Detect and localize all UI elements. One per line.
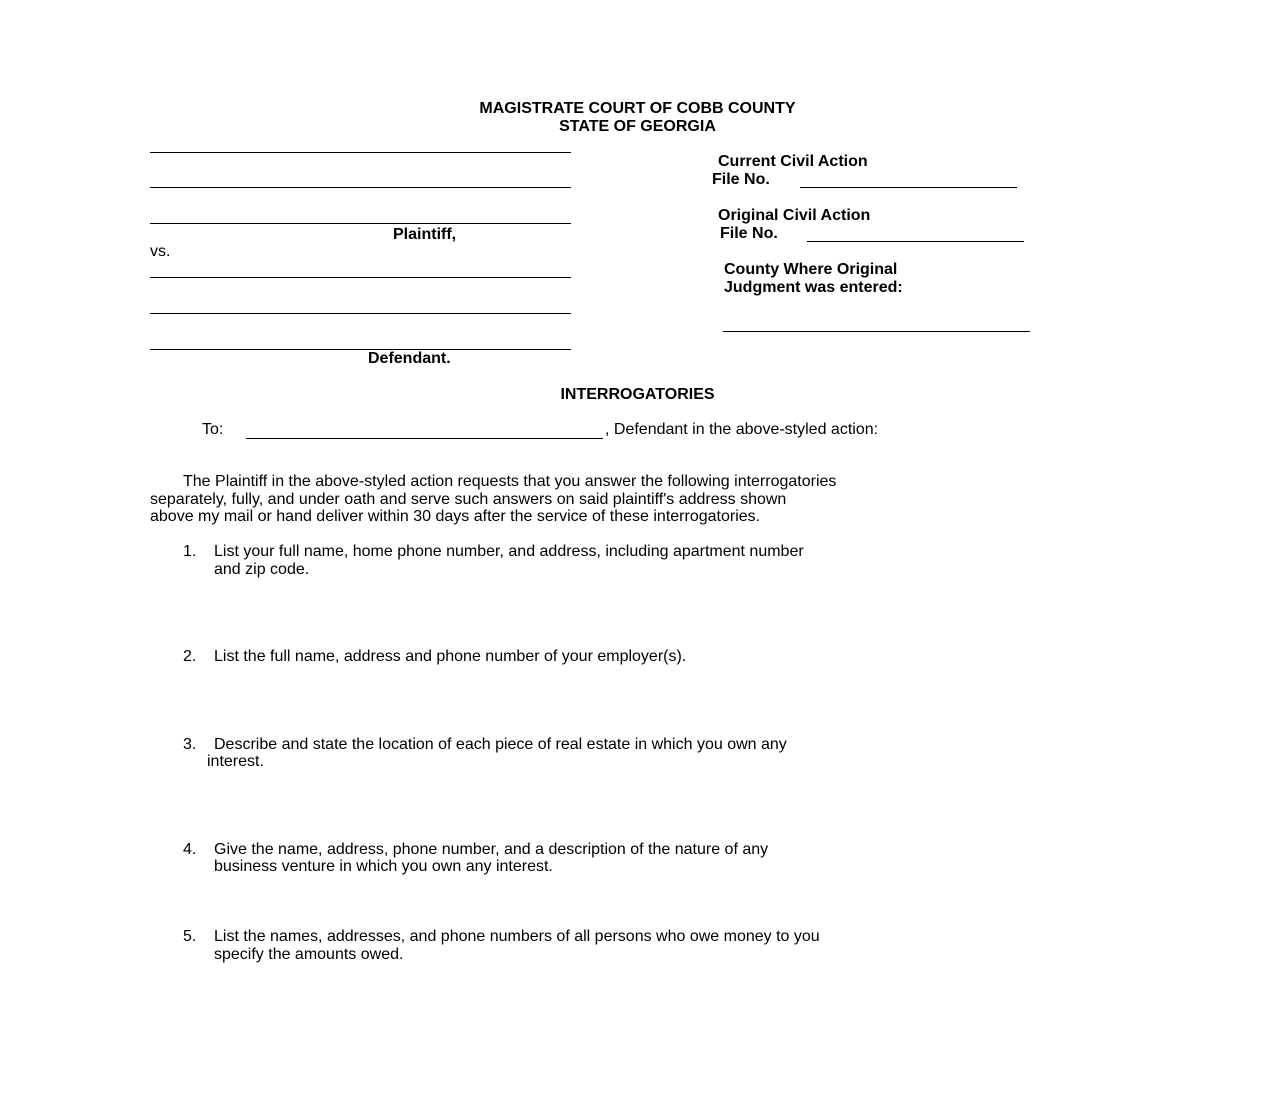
to-suffix: , Defendant in the above-styled action: (605, 421, 879, 438)
plaintiff-label: Plaintiff, (393, 226, 457, 243)
court-name: MAGISTRATE COURT OF COBB COUNTY (479, 100, 796, 117)
item-5-line-1: List the names, addresses, and phone numbers of all persons who owe money to you (214, 928, 820, 945)
item-3-line-2: interest. (207, 753, 264, 770)
item-5-line-2: specify the amounts owed. (214, 946, 404, 963)
plaintiff-line-2 (150, 187, 571, 188)
item-3-line-1: Describe and state the location of each piece of real estate in which you own any (214, 736, 787, 753)
item-2-number: 2. (183, 648, 197, 665)
item-1-line-1: List your full name, home phone number, and address, including apartment number (214, 543, 804, 560)
county-label-line1: County Where Original (724, 261, 898, 278)
vs-label: vs. (150, 243, 171, 260)
to-label: To: (202, 421, 224, 438)
state-name: STATE OF GEORGIA (559, 118, 716, 135)
current-action-label: Current Civil Action (718, 153, 868, 170)
intro-line-2: separately, fully, and under oath and serve such answers on said plaintiff's address shown (150, 491, 787, 508)
plaintiff-line-3 (150, 223, 571, 224)
item-1-line-2: and zip code. (214, 561, 310, 578)
current-file-label: File No. (712, 171, 770, 188)
defendant-label: Defendant. (368, 350, 451, 367)
intro-line-1: The Plaintiff in the above-styled action requests that you answer the following interrogatories (183, 473, 837, 490)
plaintiff-line-1 (150, 152, 571, 153)
defendant-line-1 (150, 277, 571, 278)
original-action-label: Original Civil Action (718, 207, 871, 224)
item-4-line-2: business venture in which you own any interest. (214, 858, 553, 875)
original-file-number-line (807, 241, 1024, 242)
item-3-number: 3. (183, 736, 197, 753)
intro-line-3: above my mail or hand deliver within 30 days after the service of these interrogatories. (150, 508, 761, 525)
county-line (723, 331, 1030, 332)
item-1-number: 1. (183, 543, 197, 560)
original-file-label: File No. (720, 225, 778, 242)
item-2-line-1: List the full name, address and phone number of your employer(s). (214, 648, 687, 665)
county-label-line2: Judgment was entered: (724, 279, 903, 296)
item-4-line-1: Give the name, address, phone number, and a description of the nature of any (214, 841, 769, 858)
document-title: INTERROGATORIES (560, 386, 715, 403)
current-file-number-line (800, 187, 1017, 188)
item-4-number: 4. (183, 841, 197, 858)
item-5-number: 5. (183, 928, 197, 945)
defendant-line-3 (150, 349, 571, 350)
defendant-line-2 (150, 313, 571, 314)
defendant-name-line (246, 438, 603, 439)
